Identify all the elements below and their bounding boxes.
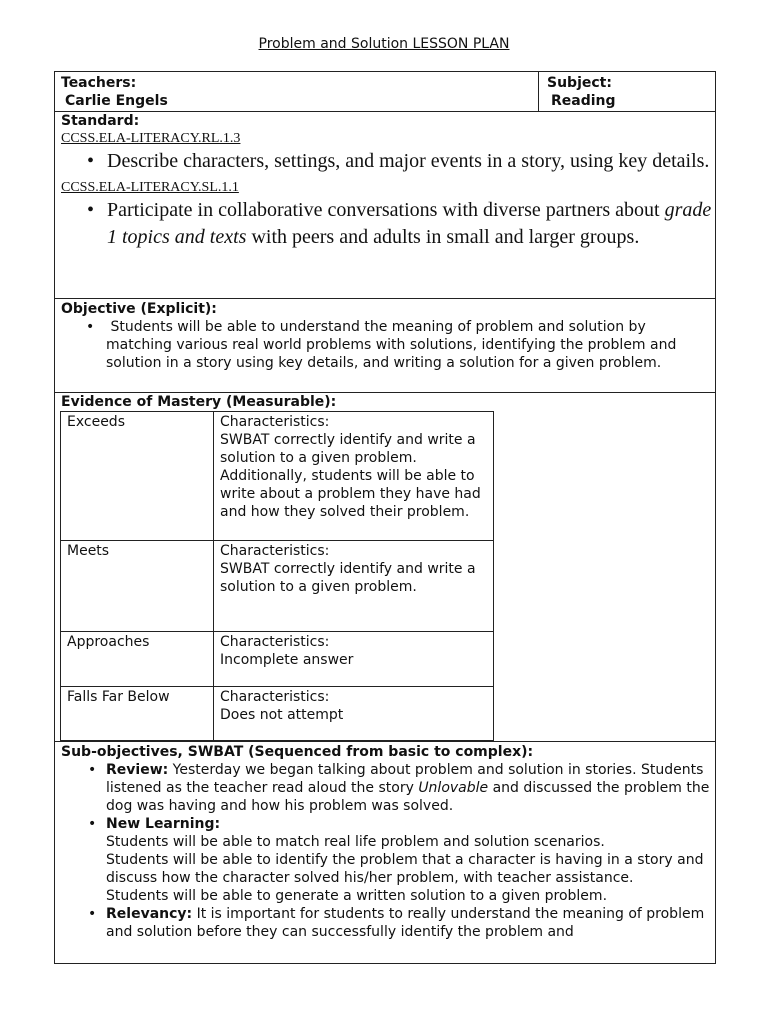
characteristics-text: Does not attempt	[220, 707, 344, 723]
objective-list	[61, 318, 715, 372]
standard-cell	[55, 112, 716, 299]
mastery-characteristics	[214, 632, 494, 687]
relevancy-label: Relevancy:	[106, 906, 193, 922]
teacher-name: Carlie Engels	[65, 93, 168, 109]
mastery-characteristics	[214, 412, 494, 541]
characteristics-text: Incomplete answer	[220, 652, 354, 668]
mastery-row-meets	[61, 541, 494, 632]
evidence-row	[55, 393, 716, 742]
subject-value: Reading	[551, 93, 616, 109]
subject-cell	[539, 72, 716, 112]
standard-sl-text-end: with peers and adults in small and larger groups.	[246, 226, 640, 248]
mastery-characteristics	[214, 687, 494, 741]
document-title: Problem and Solution LESSON PLAN	[258, 36, 510, 52]
evidence-label: Evidence of Mastery (Measurable):	[61, 394, 337, 410]
mastery-level: Exceeds	[61, 412, 214, 541]
standard-description-sl	[61, 197, 715, 251]
characteristics-text: SWBAT correctly identify and write a solution to a given problem. Additionally, students will be able to write about a problem they have had and how they solved their problem.	[220, 432, 481, 520]
evidence-cell	[55, 393, 716, 742]
standard-code-rl: CCSS.ELA-LITERACY.RL.1.3	[61, 131, 241, 146]
mastery-level: Falls Far Below	[61, 687, 214, 741]
relevancy-item: • Relevancy: It is important for students to really understand the meaning of problem and solution before they can successfully identify the problem and	[61, 905, 715, 941]
objective-text: • Students will be able to understand the meaning of problem and solution by matching various real world problems with solutions, identifying the problem and solution in a story using key details, and writing a solution for a given problem.	[61, 318, 715, 372]
objective-row	[55, 299, 716, 393]
teachers-cell	[55, 72, 539, 112]
mastery-level: Meets	[61, 541, 214, 632]
mastery-row-approaches	[61, 632, 494, 687]
mastery-level: Approaches	[61, 632, 214, 687]
characteristics-text: SWBAT correctly identify and write a solution to a given problem.	[220, 561, 476, 595]
subobjectives-list	[61, 761, 715, 941]
new-learning-line: Students will be able to generate a written solution to a given problem.	[106, 888, 608, 904]
lesson-plan-table	[54, 71, 716, 964]
standard-sl-text-start: Participate in collaborative conversations with diverse partners about	[107, 199, 665, 221]
standard-list-sl	[61, 197, 715, 251]
subject-label: Subject:	[547, 75, 612, 91]
characteristics-label: Characteristics:	[220, 634, 330, 650]
objective-label: Objective (Explicit):	[61, 301, 217, 317]
subobjectives-row	[55, 742, 716, 964]
new-learning-item	[61, 815, 715, 905]
mastery-row-falls-far-below	[61, 687, 494, 741]
standard-code-sl: CCSS.ELA-LITERACY.SL.1.1	[61, 180, 239, 195]
review-label: Review:	[106, 762, 169, 778]
new-learning-label: • New Learning:	[106, 816, 221, 832]
standard-list-rl	[61, 148, 715, 175]
standard-description-rl: • Describe characters, settings, and major events in a story, using key details.	[61, 148, 715, 175]
standard-label: Standard:	[61, 113, 140, 129]
characteristics-label: Characteristics:	[220, 543, 330, 559]
teachers-label: Teachers:	[61, 75, 137, 91]
standard-sl-italic: grade 1 topics and texts	[107, 199, 712, 248]
objective-cell	[55, 299, 716, 393]
characteristics-label: Characteristics:	[220, 414, 330, 430]
new-learning-line: Students will be able to identify the problem that a character is having in a story and discuss how the character solved his/her problem, with teacher assistance.	[106, 852, 704, 886]
mastery-characteristics	[214, 541, 494, 632]
mastery-table	[60, 411, 494, 741]
standard-row	[55, 112, 716, 299]
header-row	[55, 72, 716, 112]
review-item: • Review: Yesterday we began talking about problem and solution in stories. Students listened as the teacher read aloud the story Unlovable and discussed the problem the dog was having and how his problem was solved.	[61, 761, 715, 815]
subobjectives-cell	[55, 742, 716, 964]
characteristics-label: Characteristics:	[220, 689, 330, 705]
subobjectives-label: Sub-objectives, SWBAT (Sequenced from basic to complex):	[61, 744, 534, 760]
new-learning-line: Students will be able to match real life problem and solution scenarios.	[106, 834, 605, 850]
story-title: Unlovable	[418, 780, 489, 796]
mastery-row-exceeds	[61, 412, 494, 541]
